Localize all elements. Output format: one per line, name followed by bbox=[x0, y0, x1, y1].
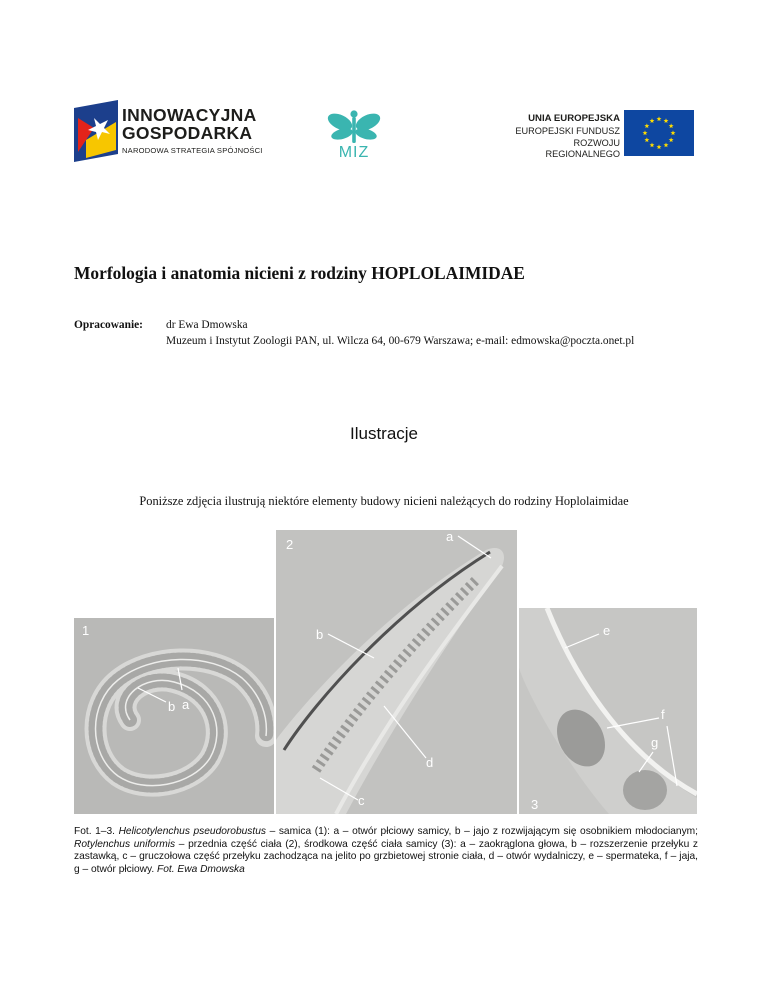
photo-1-label-a: a bbox=[182, 697, 190, 712]
section-title: Ilustracje bbox=[349, 424, 419, 443]
nematode-anterior-image bbox=[276, 530, 517, 814]
caption-part-1: Fot. 1–3. bbox=[74, 826, 119, 837]
figure-caption bbox=[74, 826, 698, 876]
miz-logo bbox=[322, 104, 386, 168]
caption-species-2: Rotylenchus uniformis bbox=[74, 838, 176, 850]
caption-species-1: Helicotylenchus pseudorobustus bbox=[118, 826, 266, 837]
photo-1-number: 1 bbox=[82, 623, 90, 638]
nematode-midbody-image bbox=[519, 608, 697, 814]
micrograph-2 bbox=[276, 530, 517, 814]
document-title: Morfologia i anatomia nicieni z rodziny HOPLOLAIMIDAE bbox=[74, 263, 525, 283]
caption-part-3: – przednia część ciała (2), środkowa część ciała samicy (3): a – zaokrąglona głowa, b – rozszerzenie przełyku z zastawką, c – gruczołowa część przełyku zachodząca na jelito po grzbietowej stronie ciała, d – otwór wydalniczy, e – spermateka, f – jaja, g – otwór płciowy. bbox=[74, 838, 699, 875]
caption-part-2: – samica (1): a – otwór płciowy samicy, b – jajo z rozwijającym się osobnikiem młodocianym; bbox=[266, 826, 698, 837]
photo-3-label-g: g bbox=[651, 735, 659, 750]
eu-flag-icon bbox=[624, 110, 694, 156]
author-affiliation: Muzeum i Instytut Zoologii PAN, ul. Wilcza 64, 00-679 Warszawa; e-mail: edmowska@poczta.onet.pl bbox=[166, 335, 635, 347]
caption-photo-credit: Fot. Ewa Dmowska bbox=[157, 863, 245, 875]
author-name: dr Ewa Dmowska bbox=[166, 319, 248, 331]
ig-subtitle: NARODOWA STRATEGIA SPÓJNOŚCI bbox=[122, 146, 263, 155]
ig-line2: GOSPODARKA bbox=[122, 123, 253, 143]
micrograph-1 bbox=[74, 618, 274, 814]
photo-2-label-d: d bbox=[426, 755, 434, 770]
photo-2-label-b: b bbox=[316, 627, 324, 642]
ig-line1: INNOWACYJNA bbox=[122, 105, 257, 125]
photo-2-label-c: c bbox=[358, 793, 365, 808]
photo-1-label-b: b bbox=[168, 699, 176, 714]
intro-text: Poniższe zdjęcia ilustrują niektóre elementy budowy nicieni należących do rodziny Hoplolaimidae bbox=[139, 494, 629, 508]
credit-label: Opracowanie: bbox=[74, 319, 143, 331]
photo-2-label-a: a bbox=[446, 530, 454, 544]
micrograph-3 bbox=[519, 608, 697, 814]
photo-3-number: 3 bbox=[531, 797, 539, 812]
coiled-nematode-image bbox=[74, 618, 274, 814]
photo-2-number: 2 bbox=[286, 537, 294, 552]
photo-3-label-f: f bbox=[661, 707, 665, 722]
eu-logo bbox=[498, 110, 698, 158]
eu-line3: ROZWOJU REGIONALNEGO bbox=[545, 138, 620, 159]
innowacyjna-gospodarka-logo bbox=[72, 100, 272, 162]
miz-text: MIZ bbox=[338, 144, 370, 161]
eu-line1: UNIA EUROPEJSKA bbox=[528, 113, 620, 124]
eu-line2: EUROPEJSKI FUNDUSZ bbox=[515, 126, 620, 136]
ig-emblem-icon bbox=[72, 100, 120, 162]
photo-3-label-e: e bbox=[603, 623, 611, 638]
